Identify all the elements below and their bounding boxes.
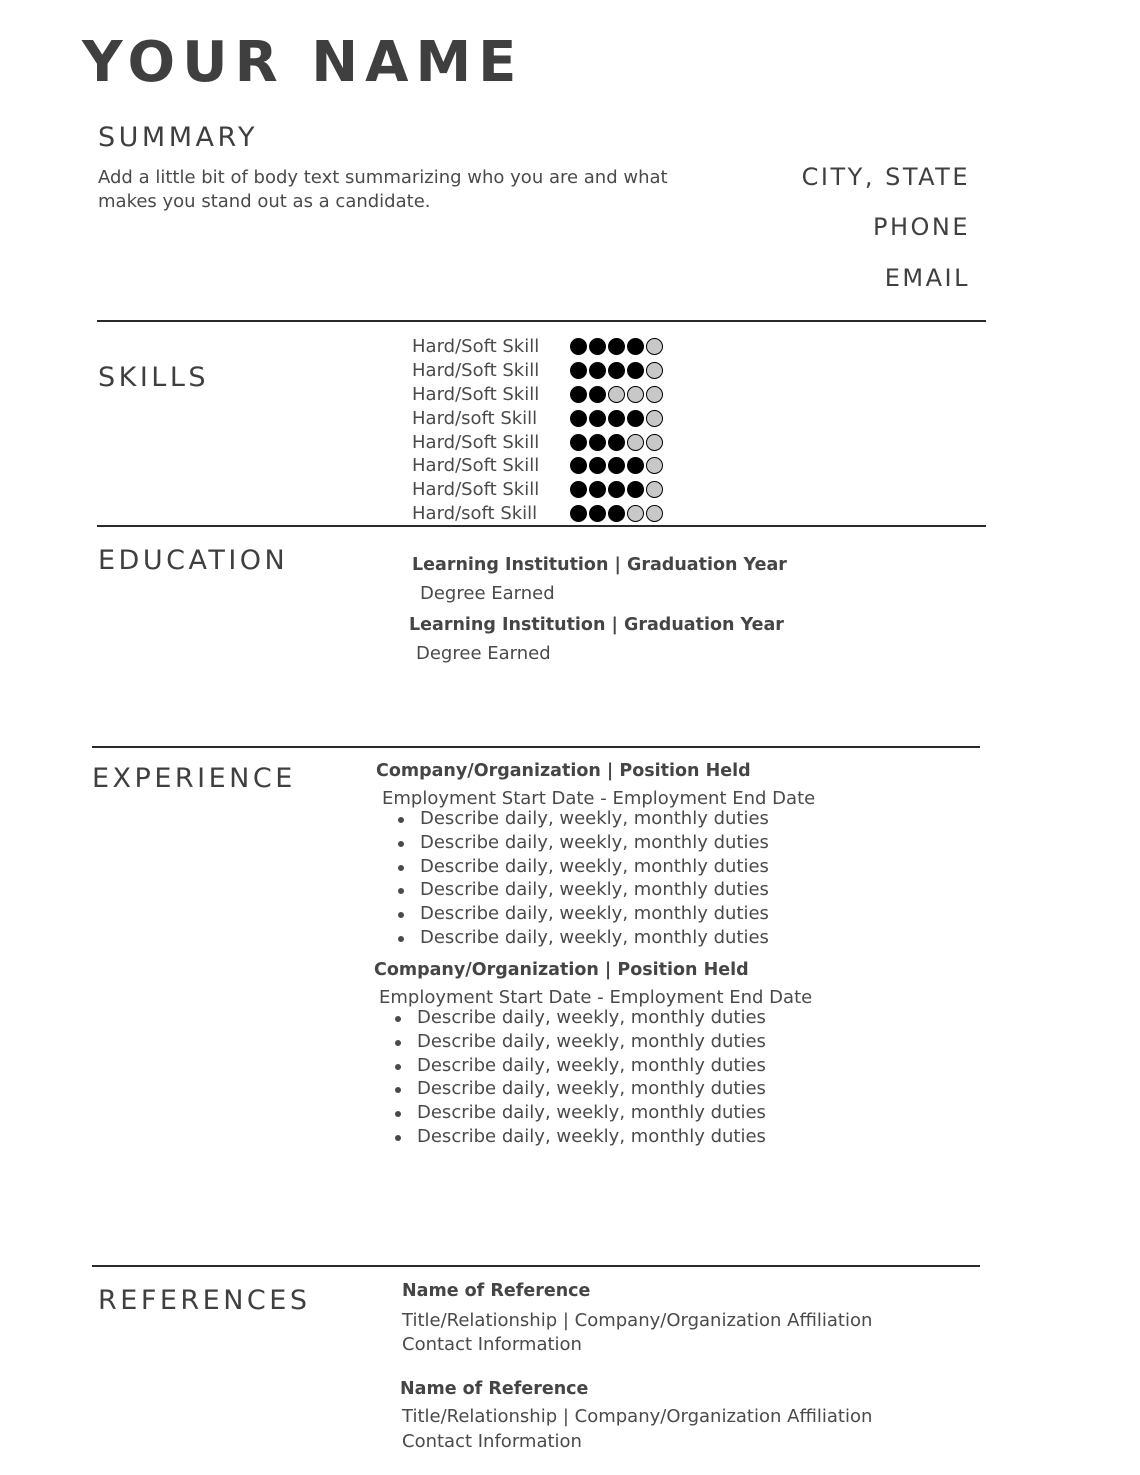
rating-dot-filled: [589, 410, 606, 427]
rating-dot-empty: [646, 362, 663, 379]
duty-item: Describe daily, weekly, monthly duties: [377, 831, 769, 855]
duty-item: Describe daily, weekly, monthly duties: [377, 902, 769, 926]
rating-dot-filled: [627, 481, 644, 498]
skill-name: Hard/soft Skill: [412, 502, 538, 524]
skill-name: Hard/Soft Skill: [412, 431, 540, 453]
reference-relation: Title/Relationship | Company/Organization Affiliation: [402, 1406, 873, 1427]
duty-item: Describe daily, weekly, monthly duties: [374, 1006, 766, 1030]
skills-heading: SKILLS: [98, 362, 210, 393]
rating-dot-filled: [627, 362, 644, 379]
skill-row: [412, 430, 665, 454]
duty-item: Describe daily, weekly, monthly duties: [377, 807, 769, 831]
skill-rating: [570, 457, 665, 474]
rating-dot-filled: [589, 434, 606, 451]
duty-item: Describe daily, weekly, monthly duties: [374, 1125, 766, 1149]
references-heading: REFERENCES: [98, 1285, 311, 1316]
duty-item: Describe daily, weekly, monthly duties: [377, 855, 769, 879]
rating-dot-empty: [646, 457, 663, 474]
education-heading: EDUCATION: [98, 545, 289, 576]
skill-row: [412, 502, 665, 526]
job-duties: [377, 807, 769, 950]
education-title: Learning Institution | Graduation Year: [409, 615, 784, 635]
skill-name: Hard/Soft Skill: [412, 479, 540, 501]
divider-skills: [97, 525, 986, 527]
rating-dot-filled: [608, 457, 625, 474]
skill-rating: [570, 481, 665, 498]
skills-list: [412, 335, 665, 525]
summary-heading: SUMMARY: [98, 122, 258, 153]
reference-contact: Contact Information: [402, 1431, 582, 1452]
contact-phone: PHONE: [872, 213, 970, 241]
duty-item: Describe daily, weekly, monthly duties: [374, 1077, 766, 1101]
skill-row: [412, 454, 665, 478]
job-duties: [374, 1006, 766, 1149]
rating-dot-filled: [608, 505, 625, 522]
rating-dot-filled: [570, 457, 587, 474]
duty-item: Describe daily, weekly, monthly duties: [374, 1101, 766, 1125]
duty-item: Describe daily, weekly, monthly duties: [374, 1030, 766, 1054]
reference-relation: Title/Relationship | Company/Organization Affiliation: [402, 1310, 873, 1331]
rating-dot-empty: [608, 386, 625, 403]
skill-row: [412, 383, 665, 407]
reference-name: Name of Reference: [400, 1379, 589, 1399]
resume-name: YOUR NAME: [82, 30, 524, 95]
duty-item: Describe daily, weekly, monthly duties: [377, 878, 769, 902]
rating-dot-filled: [608, 481, 625, 498]
skill-name: Hard/Soft Skill: [412, 455, 540, 477]
education-title: Learning Institution | Graduation Year: [412, 555, 787, 575]
job-dates: Employment Start Date - Employment End Date: [382, 788, 816, 809]
divider-experience: [92, 1265, 980, 1267]
rating-dot-empty: [646, 410, 663, 427]
skill-row: [412, 478, 665, 502]
skill-rating: [570, 434, 665, 451]
divider-summary: [97, 320, 986, 322]
divider-education: [92, 746, 980, 748]
rating-dot-filled: [608, 410, 625, 427]
job-dates: Employment Start Date - Employment End Date: [379, 987, 813, 1008]
job-title: Company/Organization | Position Held: [374, 960, 749, 980]
rating-dot-empty: [646, 338, 663, 355]
rating-dot-filled: [627, 410, 644, 427]
rating-dot-filled: [589, 481, 606, 498]
skill-rating: [570, 362, 665, 379]
skill-rating: [570, 386, 665, 403]
rating-dot-filled: [608, 362, 625, 379]
skill-rating: [570, 410, 665, 427]
duty-item: Describe daily, weekly, monthly duties: [377, 926, 769, 950]
skill-name: Hard/soft Skill: [412, 407, 538, 429]
rating-dot-empty: [627, 505, 644, 522]
rating-dot-filled: [627, 338, 644, 355]
rating-dot-filled: [608, 338, 625, 355]
skill-row: [412, 335, 665, 359]
rating-dot-empty: [646, 386, 663, 403]
rating-dot-empty: [646, 505, 663, 522]
rating-dot-filled: [608, 434, 625, 451]
duty-item: Describe daily, weekly, monthly duties: [374, 1054, 766, 1078]
rating-dot-filled: [589, 386, 606, 403]
rating-dot-empty: [646, 481, 663, 498]
skill-rating: [570, 505, 665, 522]
rating-dot-filled: [589, 362, 606, 379]
contact-email: EMAIL: [884, 264, 970, 292]
rating-dot-filled: [570, 362, 587, 379]
rating-dot-empty: [627, 434, 644, 451]
education-degree: Degree Earned: [416, 643, 551, 664]
reference-contact: Contact Information: [402, 1334, 582, 1355]
rating-dot-filled: [589, 457, 606, 474]
summary-text: Add a little bit of body text summarizing who you are and what makes you stand out as a candidate.: [98, 167, 668, 212]
job-title: Company/Organization | Position Held: [376, 761, 751, 781]
contact-location: CITY, STATE: [801, 163, 970, 191]
reference-name: Name of Reference: [402, 1281, 591, 1301]
rating-dot-filled: [570, 338, 587, 355]
experience-heading: EXPERIENCE: [92, 763, 296, 794]
rating-dot-filled: [570, 410, 587, 427]
skill-name: Hard/Soft Skill: [412, 360, 540, 382]
skill-rating: [570, 338, 665, 355]
education-degree: Degree Earned: [420, 583, 555, 604]
skill-name: Hard/Soft Skill: [412, 336, 540, 358]
rating-dot-empty: [627, 386, 644, 403]
skill-name: Hard/Soft Skill: [412, 383, 540, 405]
rating-dot-filled: [589, 338, 606, 355]
rating-dot-filled: [627, 457, 644, 474]
rating-dot-filled: [570, 505, 587, 522]
rating-dot-filled: [589, 505, 606, 522]
skill-row: [412, 359, 665, 383]
rating-dot-empty: [646, 434, 663, 451]
rating-dot-filled: [570, 386, 587, 403]
rating-dot-filled: [570, 434, 587, 451]
skill-row: [412, 406, 665, 430]
rating-dot-filled: [570, 481, 587, 498]
